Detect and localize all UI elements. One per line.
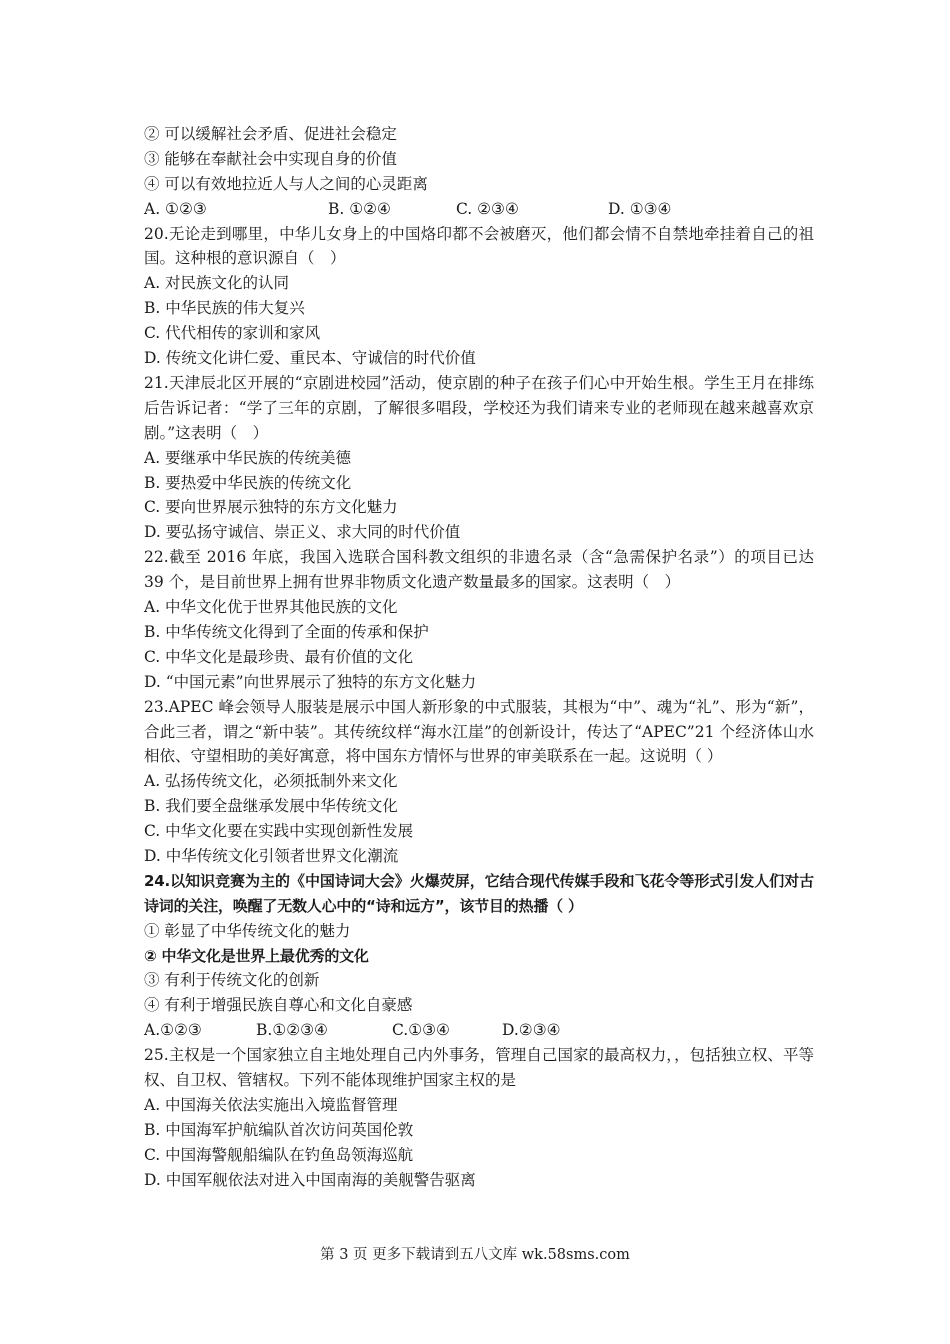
option-a: A. 要继承中华民族的传统美德 [144,448,352,467]
option-c: C. 代代相传的家训和家风 [144,324,321,343]
option-d: D. “中国元素”向世界展示了独特的东方文化魅力 [144,672,477,691]
option-d: D. 传统文化讲仁爱、重民本、守诚信的时代价值 [144,349,476,368]
option-b: B. 中华传统文化得到了全面的传承和保护 [144,622,429,641]
document-page [144,122,814,1193]
option-item: ① 彰显了中华传统文化的魅力 [144,921,351,940]
option-b: B. 中国海军护航编队首次访问英国伦敦 [144,1120,414,1139]
option-d: D. 中华传统文化引领者世界文化潮流 [144,846,399,865]
page-footer: 第 3 页 更多下载请到五八文库 wk.58sms.com [320,1247,630,1263]
choice-b: B.①②③④ [256,1021,328,1040]
option-c: C. 中国海警舰船编队在钓鱼岛领海巡航 [144,1145,414,1164]
choice-a: A. ①②③ [144,199,207,218]
question-20-stem: 20.无论走到哪里，中华儿女身上的中国烙印都不会被磨灭，他们都会情不自禁地牵挂着自己的祖国。这种根的意识源自（ ） [144,224,814,268]
option-item: ③ 有利于传统文化的创新 [144,971,320,990]
option-b: B. 中华民族的伟大复兴 [144,299,305,318]
option-item: ④ 可以有效地拉近人与人之间的心灵距离 [144,174,428,193]
option-a: A. 中国海关依法实施出入境监督管理 [144,1095,398,1114]
option-d: D. 中国军舰依法对进入中国南海的美舰警告驱离 [144,1170,476,1189]
option-b: B. 我们要全盘继承发展中华传统文化 [144,797,398,816]
answer-choices [144,1018,814,1043]
question-22-stem: 22.截至 2016 年底，我国入选联合国科教文组织的非遗名录（含“急需保护名录”）的项目已达 39 个，是目前世界上拥有世界非物质文化遗产数量最多的国家。这表明（ ） [144,548,814,592]
option-c: C. 中华文化是最珍贵、最有价值的文化 [144,647,414,666]
option-item: ② 中华文化是世界上最优秀的文化 [144,946,369,965]
option-c: C. 中华文化要在实践中实现创新性发展 [144,822,414,841]
option-item: ③ 能够在奉献社会中实现自身的价值 [144,149,397,168]
question-21-stem: 21.天津辰北区开展的“京剧进校园”活动，使京剧的种子在孩子们心中开始生根。学生王月在排练后告诉记者：“学了三年的京剧，了解很多唱段，学校还为我们请来专业的老师现在越来越喜欢京剧。”这表明（ ） [144,373,814,442]
choice-c: C.①③④ [392,1021,450,1040]
question-25-stem: 25.主权是一个国家独立自主地处理自己内外事务，管理自己国家的最高权力，，包括独立权、平等权、自卫权、管辖权。下列不能体现维护国家主权的是 [144,1046,814,1090]
choice-d: D. ①③④ [608,199,672,218]
choice-c: C. ②③④ [456,199,519,218]
question-24-stem: 24.以知识竞赛为主的《中国诗词大会》火爆荧屏，它结合现代传媒手段和飞花令等形式引发人们对古诗词的关注，唤醒了无数人心中的“诗和远方”，该节目的热播（ ） [144,871,814,915]
question-23-stem: 23.APEC 峰会领导人服装是展示中国人新形象的中式服装，其根为“中”、魂为“礼”、形为“新”，合此三者，谓之“新中装”。其传统纹样“海水江崖”的创新设计，传达了“APEC”21 个经济体山水相依、守望相助的美好寓意，将中国东方情怀与世界的审美联系在一起。这说明（ ） [144,697,814,766]
choice-d: D.②③④ [502,1021,561,1040]
choice-b: B. ①②④ [328,199,391,218]
option-a: A. 对民族文化的认同 [144,274,290,293]
option-a: A. 弘扬传统文化，必须抵制外来文化 [144,772,398,791]
option-b: B. 要热爱中华民族的传统文化 [144,473,352,492]
option-item: ② 可以缓解社会矛盾、促进社会稳定 [144,125,397,143]
option-d: D. 要弘扬守诚信、崇正义、求大同的时代价值 [144,523,461,542]
option-item: ④ 有利于增强民族自尊心和文化自豪感 [144,996,413,1015]
option-a: A. 中华文化优于世界其他民族的文化 [144,598,398,617]
choice-a: A.①②③ [144,1021,202,1040]
option-c: C. 要向世界展示独特的东方文化魅力 [144,498,398,517]
answer-choices [144,197,814,222]
